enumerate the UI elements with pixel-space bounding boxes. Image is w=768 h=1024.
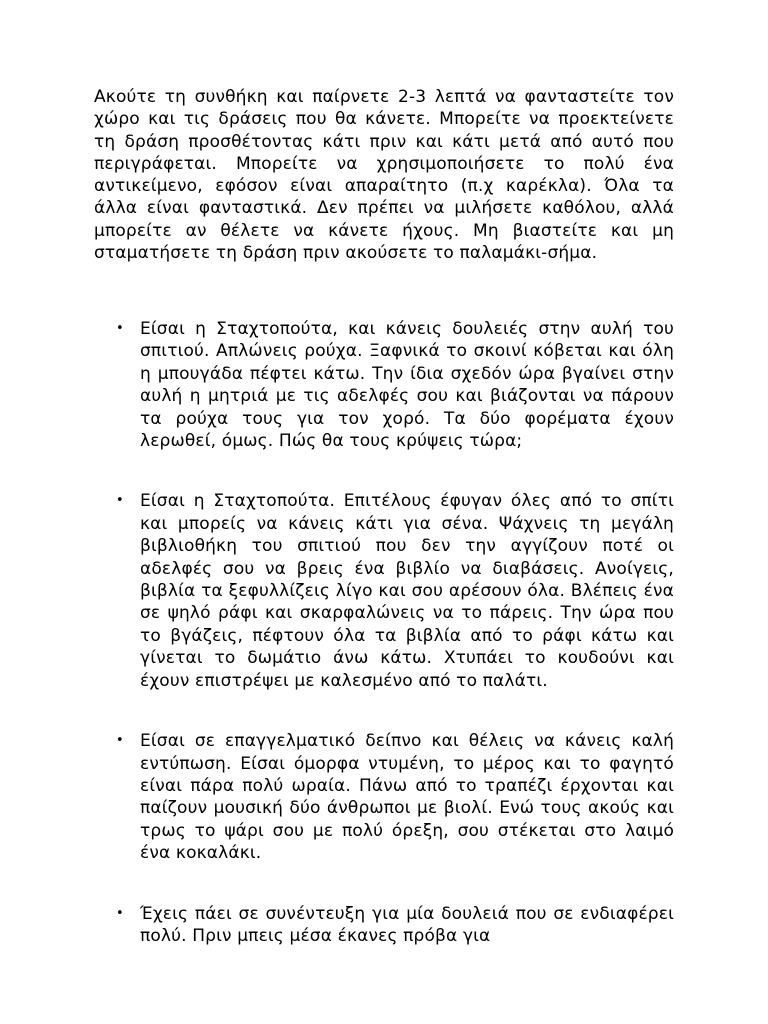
list-item	[94, 318, 674, 452]
list-item-text: Είσαι σε επαγγελματικό δείπνο και θέλεις να κάνεις καλή εντύπωση. Είσαι όμορφα ντυμένη, το μέρος και το φαγητό είναι πάρα πολύ ωραία. Πάνω από το τραπέζι έρχονται και παίζουν μουσική δύο άνθρωποι με βιολί. Ενώ τους ακούς και τρως το ψάρι σου με πολύ όρεξη, σου στέκεται στο λαιμό ένα κοκαλάκι.	[140, 731, 674, 864]
scenario-list	[94, 318, 674, 985]
list-item	[94, 730, 674, 864]
bullet-icon: •	[116, 733, 124, 749]
bullet-icon: •	[116, 905, 124, 921]
list-item-text: Έχεις πάει σε συνέντευξη για μία δουλειά που σε ενδιαφέρει πολύ. Πριν μπεις μέσα έκανες πρόβα για	[140, 903, 674, 946]
list-item-text: Είσαι η Σταχτοπούτα. Επιτέλους έφυγαν όλες από το σπίτι και μπορείς να κάνεις κάτι για σένα. Ψάχνεις τη μεγάλη βιβλιοθήκη του σπιτιού που δεν την αγγίζουν ποτέ οι αδελφές σου να βρεις ένα βιβλίο να διαβάσεις. Ανοίγεις, βιβλία τα ξεφυλλίζεις λίγο και σου αρέσουν όλα. Βλέπεις ένα σε ψηλό ράφι και σκαρφαλώνεις να το πάρεις. Την ώρα που το βγάζεις, πέφτουν όλα τα βιβλία από το ράφι κάτω και γίνεται το δωμάτιο άνω κάτω. Χτυπάει το κουδούνι και έχουν επιστρέψει με καλεσμένο από το παλάτι.	[140, 491, 674, 691]
bullet-icon: •	[116, 321, 124, 336]
intro-paragraph: Ακούτε τη συνθήκη και παίρνετε 2-3 λεπτά να φανταστείτε τον χώρο και τις δράσεις που θα κάνετε. Μπορείτε να προεκτείνετε τη δράση προσθέτοντας κάτι πριν και κάτι μετά από αυτό που περιγράφεται. Μπορείτε να χρησιμοποιήσετε το πολύ ένα αντικείμενο, εφόσον είναι απαραίτητο (π.χ καρέκλα). Όλα τα άλλα είναι φανταστικά. Δεν πρέπει να μιλήσετε καθόλου, αλλά μπορείτε αν θέλετε να κάνετε ήχους. Μη βιαστείτε και μη σταματήσετε τη δράση πριν ακούσετε το παλαμάκι-σήμα.	[94, 87, 674, 264]
bullet-icon: •	[116, 493, 124, 509]
list-item	[94, 490, 674, 692]
list-item-text: Είσαι η Σταχτοπούτα, και κάνεις δουλειές στην αυλή του σπιτιού. Απλώνεις ρούχα. Ξαφνικά το σκοινί κόβεται και όλη η μπουγάδα πέφτει κάτω. Την ίδια σχεδόν ώρα βγαίνει στην αυλή η μητριά με τις αδελφές σου και βιάζονται να πάρουν τα ρούχα τους για τον χορό. Τα δύο φορέματα έχουν λερωθεί, όμως. Πώς θα τους κρύψεις τώρα;	[140, 319, 674, 452]
list-item	[94, 903, 674, 948]
